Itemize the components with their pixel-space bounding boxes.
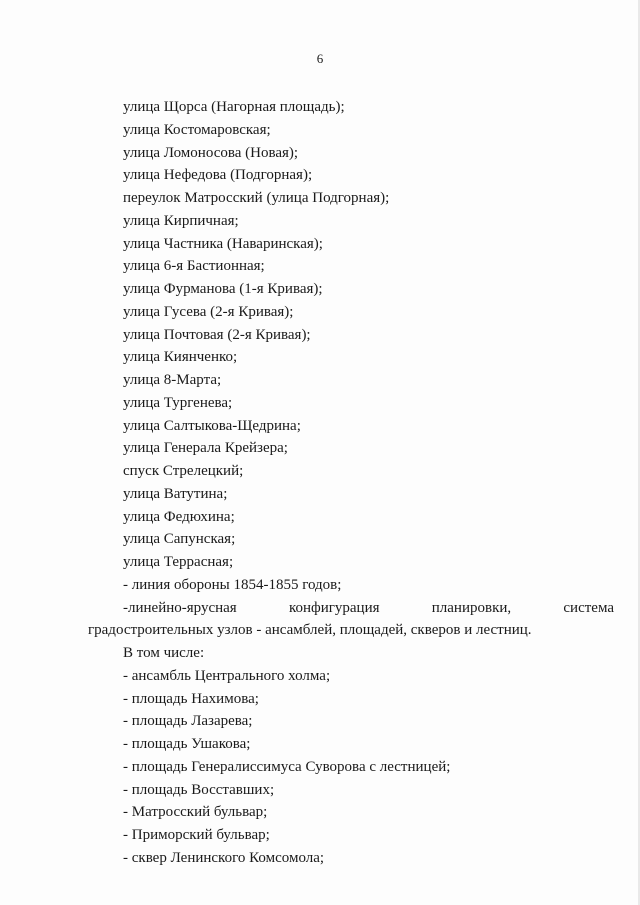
list-item: улица Тургенева; [123, 394, 233, 411]
list-item: - площадь Генералиссимуса Суворова с лестницей; [123, 758, 451, 775]
list-item: улица 8-Марта; [123, 372, 222, 388]
list-item: - ансамбль Центрального холма; [123, 667, 331, 684]
list-item: улица Нефедова (Подгорная); [123, 167, 313, 184]
list-item: улица Частника (Наваринская); [123, 235, 323, 252]
list-item: - Матросский бульвар; [123, 804, 268, 821]
list-item: улица Почтовая (2-я Кривая); [123, 326, 311, 343]
list-item: - площадь Нахимова; [123, 690, 259, 707]
list-item: улица Ватутина; [123, 485, 228, 502]
list-item: улица Костомаровская; [123, 121, 271, 138]
list-item: улица 6-я Бастионная; [123, 258, 265, 275]
list-item: улица Террасная; [123, 554, 234, 570]
list-item: улица Федюхина; [123, 508, 235, 525]
text-body [0, 96, 640, 870]
list-item: - площадь Ушакова; [123, 736, 251, 752]
list-item: - сквер Ленинского Комсомола; [123, 849, 325, 866]
subheading: В том числе: [123, 645, 205, 661]
list-item: улица Салтыкова-Щедрина; [123, 417, 301, 434]
list-item: - Приморский бульвар; [123, 827, 270, 843]
list-item: - площадь Восставших; [123, 781, 275, 798]
paragraph-line: -линейно-ярусная конфигурация планировки, система [123, 599, 614, 616]
list-item: улица Гусева (2-я Кривая); [123, 303, 294, 320]
list-item: улица Фурманова (1-я Кривая); [123, 281, 323, 297]
list-item: - площадь Лазарева; [123, 713, 253, 730]
list-item: улица Щорса (Нагорная площадь); [123, 99, 345, 115]
list-item: улица Кирпичная; [123, 212, 239, 229]
list-item: улица Генерала Крейзера; [123, 440, 288, 457]
list-item: - линия обороны 1854-1855 годов; [123, 576, 342, 593]
list-item: улица Сапунская; [123, 531, 236, 548]
page-number: 6 [316, 51, 324, 66]
list-item: спуск Стрелецкий; [123, 463, 244, 479]
paragraph-line: градостроительных узлов - ансамблей, площадей, скверов и лестниц. [88, 622, 532, 639]
list-item: улица Киянченко; [123, 349, 238, 366]
list-item: улица Ломоносова (Новая); [123, 144, 299, 161]
list-item: переулок Матросский (улица Подгорная); [123, 190, 390, 206]
